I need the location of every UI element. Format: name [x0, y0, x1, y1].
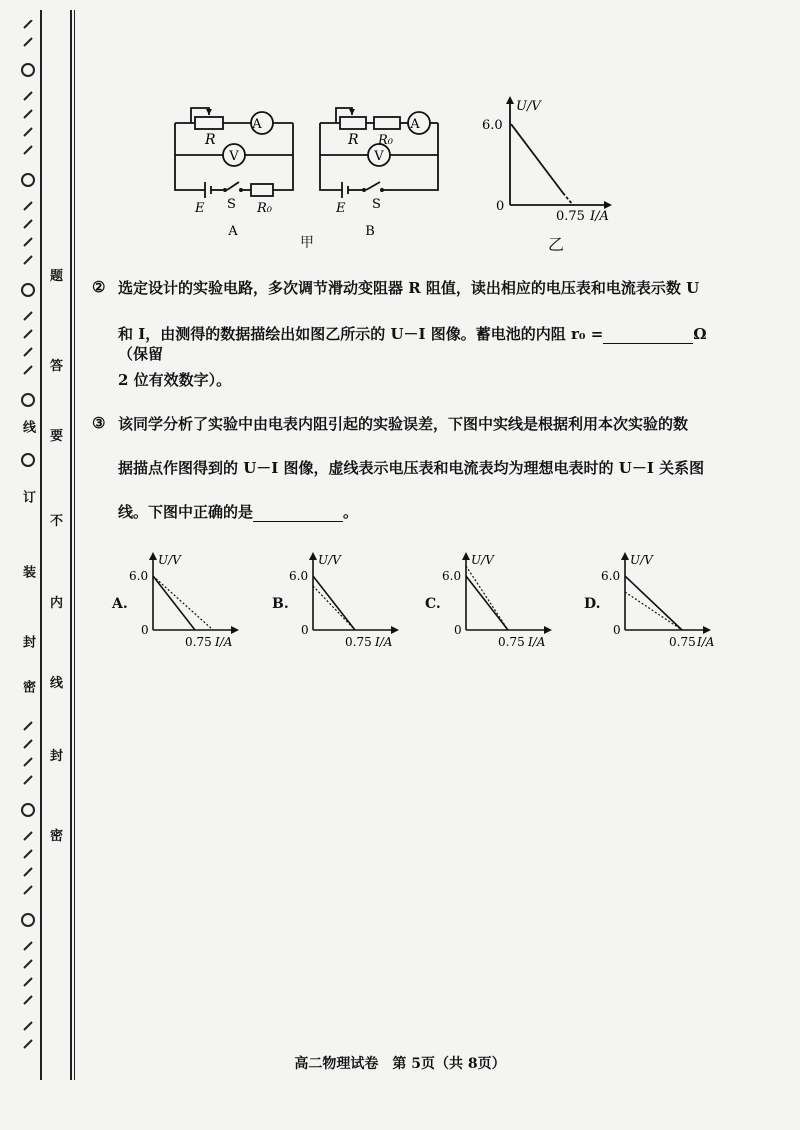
question-3-line-3-text: 线。下图中正确的是	[118, 503, 254, 521]
question-2-line-3: 2 位有效数字）。	[118, 371, 232, 389]
switch-label: S	[372, 197, 381, 212]
option-c-label[interactable]: C.	[425, 596, 441, 612]
binding-word: 密	[50, 829, 64, 844]
circuit-a-diagram	[165, 100, 305, 240]
binding-symbol: 装	[20, 565, 35, 578]
origin-label: 0	[141, 623, 149, 637]
question-2-number: ②	[92, 278, 106, 296]
answer-blank-choice[interactable]	[253, 507, 343, 522]
y-axis-label: U/V	[471, 553, 494, 567]
r0-label: R₀	[378, 133, 393, 148]
binding-word: 要	[50, 429, 64, 444]
figure-jia-caption: 甲	[300, 235, 314, 251]
binding-word: 线	[50, 676, 64, 691]
x-intercept-label: 0.75	[556, 209, 585, 224]
binding-symbol: 订	[20, 490, 35, 503]
y-intercept-label: 6.0	[482, 118, 503, 133]
x-axis-label: I/A	[375, 635, 393, 649]
origin-label: 0	[613, 623, 621, 637]
binding-word: 封	[50, 749, 64, 764]
resistor-label: R	[348, 132, 359, 148]
option-d-label[interactable]: D.	[584, 596, 601, 612]
measured-line	[153, 576, 195, 630]
figure-a-label: A	[228, 224, 238, 239]
ideal-line	[625, 592, 682, 630]
ammeter-label: A	[252, 117, 262, 132]
binding-slashes	[2, 20, 42, 1100]
binding-word: 不	[50, 514, 64, 529]
emf-label: E	[195, 201, 205, 216]
x-axis-label: I/A	[215, 635, 233, 649]
question-2-line-2	[118, 324, 718, 364]
y-intercept-label: 6.0	[129, 569, 149, 583]
question-3-number: ③	[92, 414, 106, 432]
ideal-line	[153, 576, 213, 630]
y-axis-label: U/V	[630, 553, 653, 567]
x-axis-label: I/A	[697, 635, 715, 649]
y-intercept-label: 6.0	[601, 569, 621, 583]
page-footer: 高二物理试卷 第 5页（共 8页）	[294, 1056, 506, 1072]
question-2-line-1: 选定设计的实验电路，多次调节滑动变阻器 R 阻值，读出相应的电压表和电流表示数 U	[118, 279, 700, 297]
question-3-line-2: 据描点作图得到的 U－I 图像，虚线表示电压表和电流表均为理想电表时的 U－I 关系图	[118, 459, 705, 477]
option-a-graph[interactable]	[125, 548, 255, 658]
question-2-line-2-text: 和 I，由测得的数据描绘出如图乙所示的 U－I 图像。蓄电池的内阻 r₀ =	[118, 325, 604, 343]
x-intercept-label: 0.75	[498, 635, 525, 649]
origin-label: 0	[301, 623, 309, 637]
circuit-b-diagram	[310, 100, 450, 240]
measured-line	[313, 576, 355, 630]
x-axis-label: I/A	[590, 209, 609, 224]
binding-word: 答	[50, 359, 64, 374]
y-intercept-label: 6.0	[289, 569, 309, 583]
question-3-line-1: 该同学分析了实验中由电表内阻引起的实验误差，下图中实线是根据利用本次实验的数	[118, 415, 689, 433]
y-intercept-label: 6.0	[442, 569, 462, 583]
y-axis-label: U/V	[158, 553, 181, 567]
binding-margin	[0, 0, 80, 1130]
binding-line	[70, 10, 72, 1080]
ideal-line	[466, 566, 508, 630]
y-axis-label: U/V	[318, 553, 341, 567]
emf-label: E	[336, 201, 346, 216]
x-axis-label: I/A	[528, 635, 546, 649]
option-a-label[interactable]: A.	[112, 596, 128, 612]
switch-label: S	[227, 197, 236, 212]
option-d-graph[interactable]	[597, 548, 727, 658]
binding-symbol: 密	[20, 680, 35, 693]
x-intercept-label: 0.75	[345, 635, 372, 649]
y-axis-label: U/V	[516, 99, 541, 114]
origin-label: 0	[496, 199, 505, 214]
measured-line	[625, 576, 682, 630]
binding-symbol: 封	[20, 635, 35, 648]
voltmeter-label: V	[374, 149, 384, 164]
option-c-graph[interactable]	[438, 548, 568, 658]
ui-graph-main	[478, 90, 638, 230]
option-b-graph[interactable]	[285, 548, 415, 658]
option-b-label[interactable]: B.	[272, 596, 289, 612]
binding-word: 题	[50, 269, 64, 284]
r0-label: R₀	[257, 201, 272, 216]
figure-yi-caption: 乙	[548, 235, 565, 254]
binding-symbol: 线	[20, 420, 35, 433]
figure-b-label: B	[365, 224, 375, 239]
voltmeter-label: V	[229, 149, 239, 164]
ammeter-label: A	[410, 117, 420, 132]
measured-line	[466, 576, 508, 630]
answer-blank-r0[interactable]	[603, 329, 693, 344]
binding-word: 内	[50, 596, 64, 611]
ideal-line	[313, 586, 355, 630]
data-line-extension	[563, 193, 573, 205]
origin-label: 0	[454, 623, 462, 637]
x-intercept-label: 0.75	[669, 635, 696, 649]
resistor-label: R	[205, 132, 216, 148]
question-3-line-3	[118, 502, 718, 522]
binding-line	[74, 10, 75, 1080]
x-intercept-label: 0.75	[185, 635, 212, 649]
question-3-line-3-end: 。	[343, 503, 359, 521]
question-2-line-2-unit: Ω（保留	[118, 325, 707, 363]
data-line	[511, 124, 563, 193]
